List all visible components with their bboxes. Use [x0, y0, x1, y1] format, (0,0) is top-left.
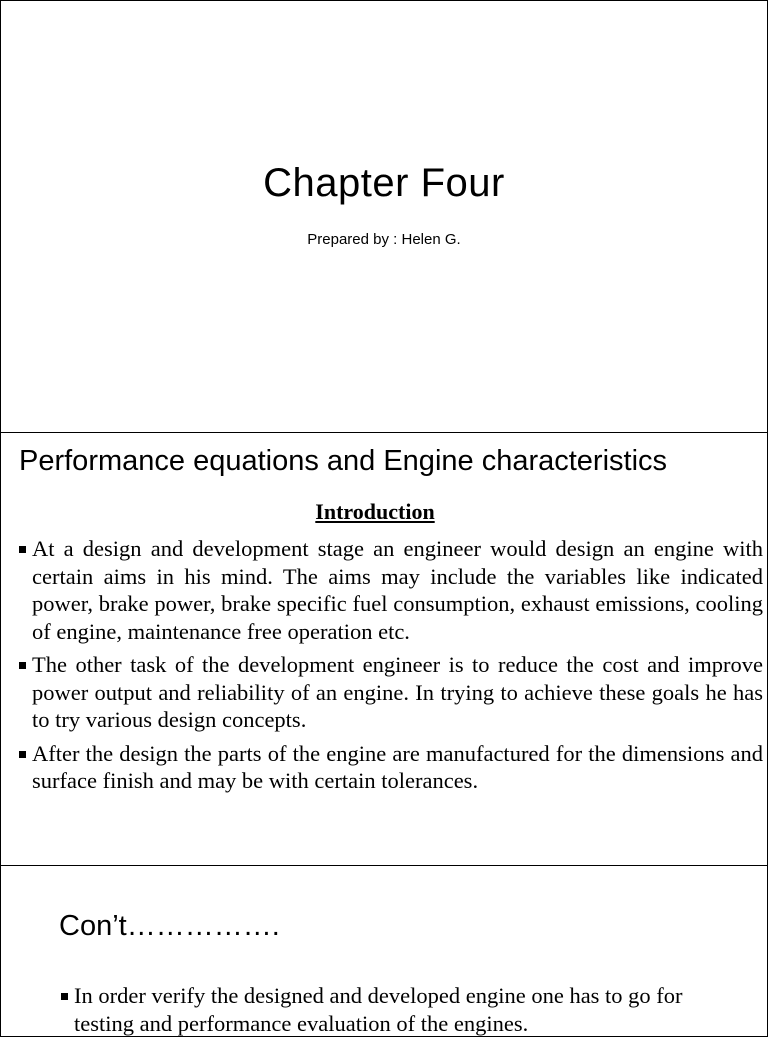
list-item: [19, 535, 763, 645]
list-item-text: After the design the parts of the engine are manufactured for the dimensions and surface finish and may be with certain tolerances.: [32, 740, 763, 793]
list-item: [61, 982, 741, 1037]
bullet-list: [19, 535, 763, 801]
list-item: [19, 651, 763, 734]
slide-introduction: [0, 432, 768, 866]
list-item-text: The other task of the development engineer is to reduce the cost and improve power output and reliability of an engine. In trying to achieve these goals he has to try various design concepts.: [32, 652, 763, 732]
square-bullet-icon: [19, 751, 26, 758]
chapter-title: Chapter Four: [263, 161, 505, 205]
list-item-text: In order verify the designed and developed engine one has to go for testing and performance evaluation of the engines.: [74, 983, 683, 1036]
slide-continued: [0, 865, 768, 1037]
slide-heading: Performance equations and Engine characteristics: [19, 445, 668, 477]
square-bullet-icon: [19, 662, 26, 669]
list-item: [19, 740, 763, 795]
square-bullet-icon: [61, 993, 68, 1000]
section-heading: Introduction: [315, 499, 435, 524]
square-bullet-icon: [19, 546, 26, 553]
bullet-list: [61, 982, 741, 1037]
prepared-by: Prepared by : Helen G.: [307, 231, 461, 248]
list-item-text: At a design and development stage an engineer would design an engine with certain aims in his mind. The aims may include the variables like indicated power, brake power, brake specific fuel consumption, exhaust emissions, cooling of engine, maintenance free operation etc.: [32, 536, 763, 644]
slide-title: [0, 0, 768, 433]
slide-heading: Con’t…………….: [59, 910, 280, 942]
